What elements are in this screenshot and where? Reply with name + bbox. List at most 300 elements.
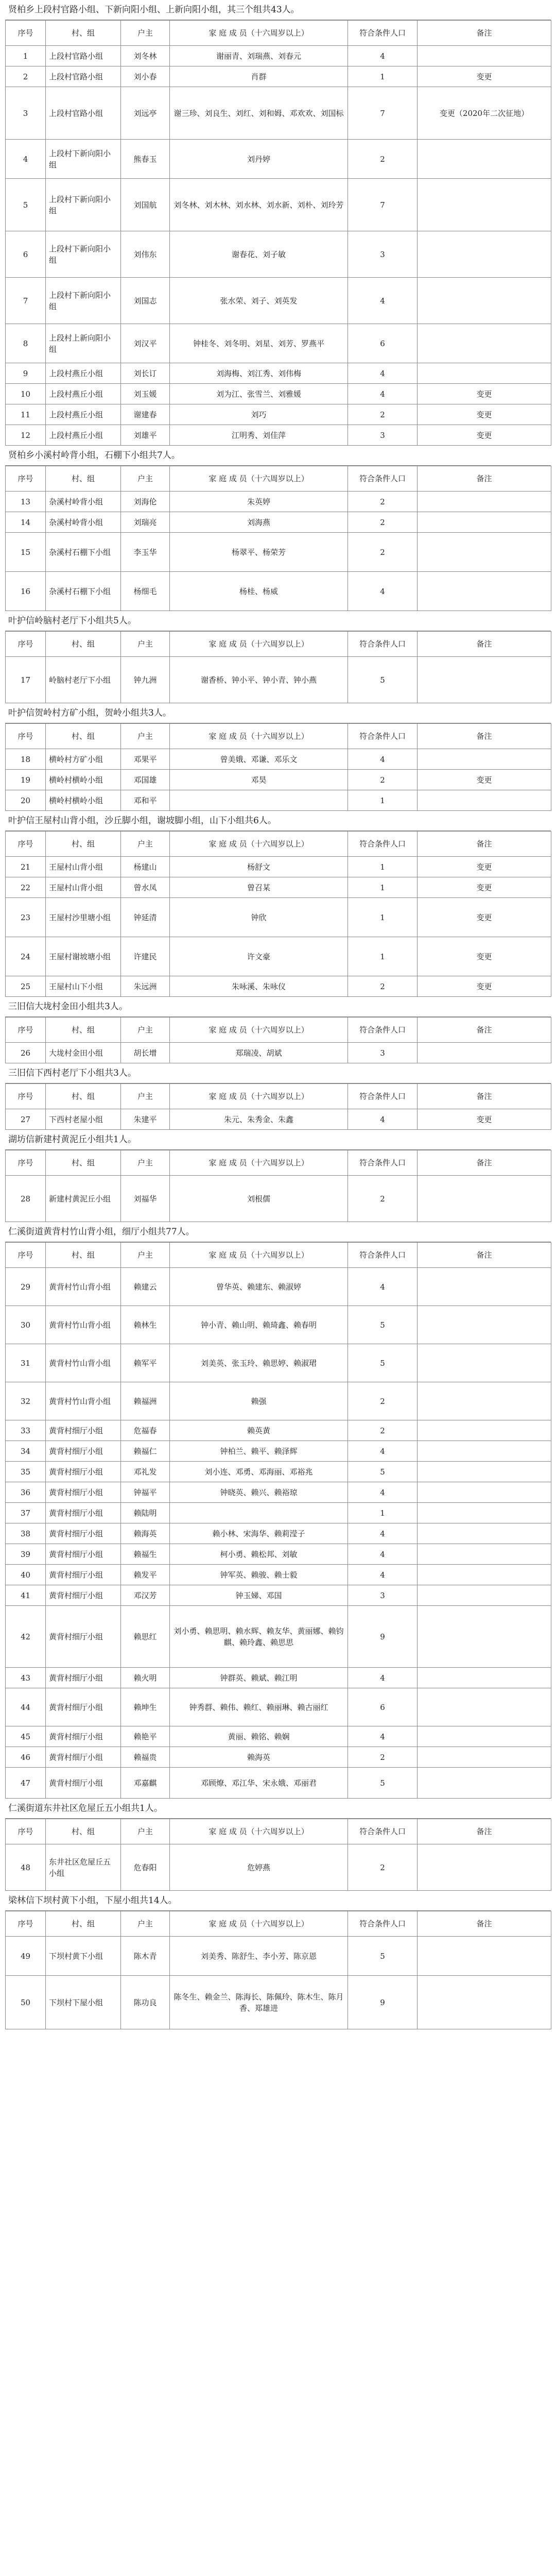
header-row <box>6 1018 551 1043</box>
village-group: 黄背村细厅小组 <box>46 1523 121 1544</box>
family-members: 钟欣 <box>170 898 348 937</box>
section <box>5 1130 551 1222</box>
village-group: 上段村燕丘小组 <box>46 425 121 446</box>
table-row <box>6 324 551 363</box>
row-number: 14 <box>6 512 46 533</box>
column-header: 村、组 <box>46 832 121 857</box>
household-table <box>5 631 551 703</box>
remark <box>418 1420 551 1441</box>
column-header: 符合条件人口 <box>348 21 418 46</box>
section <box>5 611 551 703</box>
table-row <box>6 231 551 278</box>
remark <box>418 1726 551 1747</box>
remark <box>418 533 551 572</box>
column-header: 家 庭 成 员（十六周岁以上） <box>170 1018 348 1043</box>
village-group: 横岭村横岭小组 <box>46 770 121 790</box>
family-members: 张水荣、刘子、刘英发 <box>170 278 348 324</box>
row-number: 40 <box>6 1565 46 1585</box>
table-row <box>6 1441 551 1462</box>
remark <box>418 1844 551 1891</box>
household-head: 邓和平 <box>121 790 170 811</box>
village-group: 上段村官路小组 <box>46 87 121 140</box>
family-members: 钟小青、赖山明、赖琦鑫、赖春明 <box>170 1306 348 1344</box>
table-row <box>6 1937 551 1976</box>
village-group: 黄背村细厅小组 <box>46 1585 121 1606</box>
column-header: 备注 <box>418 466 551 492</box>
remark <box>418 1441 551 1462</box>
table-row <box>6 1544 551 1565</box>
eligible-count: 3 <box>348 1585 418 1606</box>
table-row <box>6 87 551 140</box>
family-members: 陈冬生、赖金兰、陈海长、陈佩玲、陈木生、陈月香、郑雄进 <box>170 1976 348 2029</box>
table-row <box>6 937 551 976</box>
eligible-count: 4 <box>348 749 418 770</box>
table-row <box>6 770 551 790</box>
household-head: 赖福生 <box>121 1544 170 1565</box>
household-head: 刘冬林 <box>121 46 170 66</box>
column-header: 村、组 <box>46 21 121 46</box>
household-head: 危春阳 <box>121 1844 170 1891</box>
household-head: 赖福洲 <box>121 1382 170 1420</box>
village-group: 上段村燕丘小组 <box>46 363 121 384</box>
header-row <box>6 466 551 492</box>
eligible-count: 4 <box>348 1268 418 1306</box>
remark <box>418 179 551 231</box>
eligible-count: 5 <box>348 1344 418 1382</box>
family-members: 朱咏溪、朱咏仪 <box>170 976 348 997</box>
household-head: 曾水凤 <box>121 877 170 898</box>
remark <box>418 1565 551 1585</box>
section <box>5 446 551 611</box>
village-group: 王屋村沙里塘小组 <box>46 898 121 937</box>
column-header: 家 庭 成 员（十六周岁以上） <box>170 724 348 749</box>
family-members: 赖海英 <box>170 1747 348 1768</box>
remark: 变更 <box>418 384 551 404</box>
column-header: 符合条件人口 <box>348 1911 418 1937</box>
row-number: 20 <box>6 790 46 811</box>
eligible-count: 3 <box>348 231 418 278</box>
column-header: 户主 <box>121 632 170 657</box>
eligible-count: 4 <box>348 1565 418 1585</box>
column-header: 备注 <box>418 1084 551 1109</box>
household-table <box>5 1911 551 2029</box>
row-number: 3 <box>6 87 46 140</box>
column-header: 备注 <box>418 832 551 857</box>
household-head: 邓国雄 <box>121 770 170 790</box>
section-title: 贤柏乡小溪村岭背小组，石棚下小组共7人。 <box>5 446 551 466</box>
column-header: 备注 <box>418 1150 551 1176</box>
column-header: 符合条件人口 <box>348 1243 418 1268</box>
row-number: 7 <box>6 278 46 324</box>
household-table <box>5 20 551 446</box>
eligible-count: 2 <box>348 492 418 512</box>
row-number: 44 <box>6 1688 46 1726</box>
family-members: 肖群 <box>170 66 348 87</box>
section-title: 梁林信下坝村黄下小组，下屋小组共14人。 <box>5 1891 551 1911</box>
remark: 变更 <box>418 425 551 446</box>
family-members: 江明秀、刘佳萍 <box>170 425 348 446</box>
row-number: 19 <box>6 770 46 790</box>
family-members: 杨翠平、杨荣芳 <box>170 533 348 572</box>
family-members: 朱元、朱秀金、朱鑫 <box>170 1109 348 1130</box>
household-head: 刘伟东 <box>121 231 170 278</box>
family-members: 邓顾燎、邓江华、宋永娥、邓丽君 <box>170 1768 348 1799</box>
village-group: 黄背村细厅小组 <box>46 1726 121 1747</box>
village-group: 上段村下新向阳小组 <box>46 231 121 278</box>
household-head: 谢建春 <box>121 404 170 425</box>
row-number: 47 <box>6 1768 46 1799</box>
column-header: 村、组 <box>46 1911 121 1937</box>
column-header: 家 庭 成 员（十六周岁以上） <box>170 1819 348 1844</box>
eligible-count: 4 <box>348 278 418 324</box>
row-number: 5 <box>6 179 46 231</box>
family-members: 刘美英、张玉玲、赖思婷、赖淑珺 <box>170 1344 348 1382</box>
column-header: 序号 <box>6 1911 46 1937</box>
village-group: 横岭村横岭小组 <box>46 790 121 811</box>
table-row <box>6 1585 551 1606</box>
column-header: 户主 <box>121 21 170 46</box>
remark <box>418 1482 551 1503</box>
table-row <box>6 1565 551 1585</box>
row-number: 22 <box>6 877 46 898</box>
column-header: 户主 <box>121 832 170 857</box>
column-header: 序号 <box>6 632 46 657</box>
household-head: 赖福仁 <box>121 1441 170 1462</box>
table-row <box>6 1688 551 1726</box>
eligible-count: 1 <box>348 877 418 898</box>
village-group: 大垅村金田小组 <box>46 1043 121 1063</box>
family-members: 邓昊 <box>170 770 348 790</box>
household-head: 刘远亭 <box>121 87 170 140</box>
eligible-count: 4 <box>348 1441 418 1462</box>
remark <box>418 1268 551 1306</box>
remark <box>418 1503 551 1523</box>
section <box>5 811 551 997</box>
section <box>5 1891 551 2029</box>
column-header: 家 庭 成 员（十六周岁以上） <box>170 466 348 492</box>
row-number: 23 <box>6 898 46 937</box>
row-number: 12 <box>6 425 46 446</box>
column-header: 序号 <box>6 21 46 46</box>
household-head: 刘玉媛 <box>121 384 170 404</box>
row-number: 8 <box>6 324 46 363</box>
column-header: 符合条件人口 <box>348 1819 418 1844</box>
remark <box>418 1306 551 1344</box>
header-row <box>6 632 551 657</box>
eligible-count: 1 <box>348 898 418 937</box>
village-group: 黄背村细厅小组 <box>46 1420 121 1441</box>
household-head: 李玉华 <box>121 533 170 572</box>
eligible-count: 3 <box>348 425 418 446</box>
remark <box>418 749 551 770</box>
table-row <box>6 1462 551 1482</box>
household-head: 邓汉芳 <box>121 1585 170 1606</box>
family-members: 刘海燕 <box>170 512 348 533</box>
document <box>5 0 551 2029</box>
household-head: 刘小春 <box>121 66 170 87</box>
table-row <box>6 1176 551 1222</box>
row-number: 31 <box>6 1344 46 1382</box>
village-group: 黄背村细厅小组 <box>46 1462 121 1482</box>
village-group: 下坝村黄下小组 <box>46 1937 121 1976</box>
family-members: 刘海梅、刘江秀、刘伟梅 <box>170 363 348 384</box>
remark <box>418 1937 551 1976</box>
remark <box>418 363 551 384</box>
row-number: 26 <box>6 1043 46 1063</box>
eligible-count: 1 <box>348 1503 418 1523</box>
remark: 变更 <box>418 1109 551 1130</box>
family-members: 钟玉娣、邓国 <box>170 1585 348 1606</box>
household-head: 赖建云 <box>121 1268 170 1306</box>
village-group: 黄背村细厅小组 <box>46 1768 121 1799</box>
table-row <box>6 790 551 811</box>
family-members: 杨桂、杨威 <box>170 572 348 611</box>
eligible-count: 5 <box>348 1768 418 1799</box>
row-number: 42 <box>6 1606 46 1668</box>
remark: 变更 <box>418 898 551 937</box>
household-head: 朱建平 <box>121 1109 170 1130</box>
section <box>5 1063 551 1130</box>
column-header: 备注 <box>418 632 551 657</box>
column-header: 序号 <box>6 1018 46 1043</box>
row-number: 27 <box>6 1109 46 1130</box>
village-group: 黄背村细厅小组 <box>46 1606 121 1668</box>
remark: 变更 <box>418 877 551 898</box>
family-members: 郑瑞凌、胡斌 <box>170 1043 348 1063</box>
village-group: 杂溪村石棚下小组 <box>46 572 121 611</box>
family-members: 刘丹婷 <box>170 140 348 179</box>
family-members: 钟秀群、赖伟、赖红、赖丽琳、赖古丽红 <box>170 1688 348 1726</box>
row-number: 49 <box>6 1937 46 1976</box>
column-header: 村、组 <box>46 1243 121 1268</box>
row-number: 43 <box>6 1668 46 1688</box>
family-members: 钟柏兰、赖平、赖泽辉 <box>170 1441 348 1462</box>
family-members: 杨舒文 <box>170 857 348 877</box>
table-row <box>6 404 551 425</box>
row-number: 16 <box>6 572 46 611</box>
village-group: 黄背村细厅小组 <box>46 1441 121 1462</box>
eligible-count: 7 <box>348 87 418 140</box>
column-header: 符合条件人口 <box>348 632 418 657</box>
section-title: 湖坊信新建村黄泥丘小组共1人。 <box>5 1130 551 1150</box>
family-members: 钟群英、赖斌、赖江明 <box>170 1668 348 1688</box>
household-head: 刘瑞亮 <box>121 512 170 533</box>
household-head: 刘雄平 <box>121 425 170 446</box>
household-head: 陈功良 <box>121 1976 170 2029</box>
row-number: 6 <box>6 231 46 278</box>
column-header: 家 庭 成 员（十六周岁以上） <box>170 1084 348 1109</box>
table-row <box>6 657 551 703</box>
remark <box>418 1768 551 1799</box>
column-header: 户主 <box>121 466 170 492</box>
column-header: 序号 <box>6 1084 46 1109</box>
remark: 变更 <box>418 66 551 87</box>
remark: 变更 <box>418 937 551 976</box>
column-header: 序号 <box>6 1150 46 1176</box>
household-head: 赖艳平 <box>121 1726 170 1747</box>
column-header: 户主 <box>121 1018 170 1043</box>
table-row <box>6 1344 551 1382</box>
eligible-count: 4 <box>348 1109 418 1130</box>
household-head: 刘国航 <box>121 179 170 231</box>
remark <box>418 324 551 363</box>
household-head: 钟延清 <box>121 898 170 937</box>
family-members <box>170 790 348 811</box>
village-group: 黄背村细厅小组 <box>46 1503 121 1523</box>
village-group: 黄背村竹山背小组 <box>46 1306 121 1344</box>
row-number: 29 <box>6 1268 46 1306</box>
village-group: 杂溪村石棚下小组 <box>46 533 121 572</box>
eligible-count: 5 <box>348 1462 418 1482</box>
table-row <box>6 533 551 572</box>
eligible-count: 2 <box>348 1747 418 1768</box>
household-head: 赖思红 <box>121 1606 170 1668</box>
section-title: 三旧信大垅村金田小组共3人。 <box>5 997 551 1017</box>
table-row <box>6 898 551 937</box>
section-title: 叶护信贺岭村方矿小组，贺岭小组共3人。 <box>5 703 551 723</box>
remark <box>418 46 551 66</box>
eligible-count: 2 <box>348 404 418 425</box>
column-header: 备注 <box>418 1819 551 1844</box>
village-group: 黄背村竹山背小组 <box>46 1268 121 1306</box>
column-header: 村、组 <box>46 1150 121 1176</box>
eligible-count: 2 <box>348 140 418 179</box>
section <box>5 1799 551 1891</box>
eligible-count: 1 <box>348 790 418 811</box>
section <box>5 1222 551 1799</box>
eligible-count: 4 <box>348 1482 418 1503</box>
column-header: 家 庭 成 员（十六周岁以上） <box>170 1150 348 1176</box>
household-head: 赖坤生 <box>121 1688 170 1726</box>
table-row <box>6 1523 551 1544</box>
row-number: 33 <box>6 1420 46 1441</box>
column-header: 户主 <box>121 1911 170 1937</box>
village-group: 王屋村山背小组 <box>46 857 121 877</box>
table-row <box>6 1668 551 1688</box>
village-group: 上段村官路小组 <box>46 46 121 66</box>
table-row <box>6 1606 551 1668</box>
eligible-count: 5 <box>348 1306 418 1344</box>
column-header: 村、组 <box>46 1018 121 1043</box>
household-head: 陈木青 <box>121 1937 170 1976</box>
header-row <box>6 1084 551 1109</box>
household-head: 刘海伦 <box>121 492 170 512</box>
eligible-count: 2 <box>348 1382 418 1420</box>
family-members: 许文豪 <box>170 937 348 976</box>
header-row <box>6 724 551 749</box>
remark <box>418 1043 551 1063</box>
row-number: 34 <box>6 1441 46 1462</box>
remark <box>418 1462 551 1482</box>
section <box>5 0 551 446</box>
remark <box>418 1382 551 1420</box>
household-head: 杨细毛 <box>121 572 170 611</box>
row-number: 28 <box>6 1176 46 1222</box>
table-row <box>6 1109 551 1130</box>
remark <box>418 1544 551 1565</box>
eligible-count: 9 <box>348 1976 418 2029</box>
table-row <box>6 1268 551 1306</box>
eligible-count: 4 <box>348 1726 418 1747</box>
eligible-count: 2 <box>348 1844 418 1891</box>
household-table <box>5 831 551 997</box>
column-header: 户主 <box>121 1243 170 1268</box>
household-table <box>5 1083 551 1130</box>
household-head: 邓果平 <box>121 749 170 770</box>
column-header: 序号 <box>6 724 46 749</box>
household-table <box>5 466 551 611</box>
table-row <box>6 425 551 446</box>
column-header: 符合条件人口 <box>348 1018 418 1043</box>
column-header: 符合条件人口 <box>348 832 418 857</box>
remark <box>418 140 551 179</box>
village-group: 东井社区危屋丘五小组 <box>46 1844 121 1891</box>
column-header: 符合条件人口 <box>348 724 418 749</box>
family-members: 曾华英、赖建东、赖淑婷 <box>170 1268 348 1306</box>
village-group: 横岭村方矿小组 <box>46 749 121 770</box>
row-number: 37 <box>6 1503 46 1523</box>
village-group: 上段村燕丘小组 <box>46 384 121 404</box>
household-head: 刘汉平 <box>121 324 170 363</box>
column-header: 序号 <box>6 832 46 857</box>
household-head: 邓礼发 <box>121 1462 170 1482</box>
eligible-count: 1 <box>348 937 418 976</box>
remark <box>418 1668 551 1688</box>
eligible-count: 2 <box>348 770 418 790</box>
household-head: 刘长订 <box>121 363 170 384</box>
row-number: 13 <box>6 492 46 512</box>
eligible-count: 2 <box>348 976 418 997</box>
household-head: 钟九洲 <box>121 657 170 703</box>
row-number: 4 <box>6 140 46 179</box>
column-header: 村、组 <box>46 1084 121 1109</box>
household-table <box>5 1819 551 1891</box>
household-table <box>5 1242 551 1799</box>
village-group: 黄背村细厅小组 <box>46 1544 121 1565</box>
column-header: 家 庭 成 员（十六周岁以上） <box>170 1911 348 1937</box>
eligible-count: 4 <box>348 572 418 611</box>
family-members: 曾召某 <box>170 877 348 898</box>
column-header: 户主 <box>121 1084 170 1109</box>
family-members: 钟桂冬、刘冬明、刘星、刘芳、罗燕平 <box>170 324 348 363</box>
table-row <box>6 857 551 877</box>
column-header: 村、组 <box>46 466 121 492</box>
remark: 变更 <box>418 770 551 790</box>
row-number: 48 <box>6 1844 46 1891</box>
row-number: 50 <box>6 1976 46 2029</box>
village-group: 岭脑村老厅下小组 <box>46 657 121 703</box>
household-head: 杨建山 <box>121 857 170 877</box>
village-group: 下西村老屋小组 <box>46 1109 121 1130</box>
household-head: 赖陆明 <box>121 1503 170 1523</box>
row-number: 39 <box>6 1544 46 1565</box>
eligible-count: 6 <box>348 324 418 363</box>
table-row <box>6 1306 551 1344</box>
village-group: 王屋村谢坡塘小组 <box>46 937 121 976</box>
household-table <box>5 1150 551 1222</box>
family-members: 钟晓英、赖兴、赖裕琼 <box>170 1482 348 1503</box>
row-number: 25 <box>6 976 46 997</box>
row-number: 21 <box>6 857 46 877</box>
table-row <box>6 66 551 87</box>
table-row <box>6 1503 551 1523</box>
village-group: 王屋村山下小组 <box>46 976 121 997</box>
village-group: 黄背村细厅小组 <box>46 1668 121 1688</box>
remark <box>418 1344 551 1382</box>
family-members: 钟军英、赖骏、赖士毅 <box>170 1565 348 1585</box>
row-number: 18 <box>6 749 46 770</box>
village-group: 黄背村细厅小组 <box>46 1688 121 1726</box>
